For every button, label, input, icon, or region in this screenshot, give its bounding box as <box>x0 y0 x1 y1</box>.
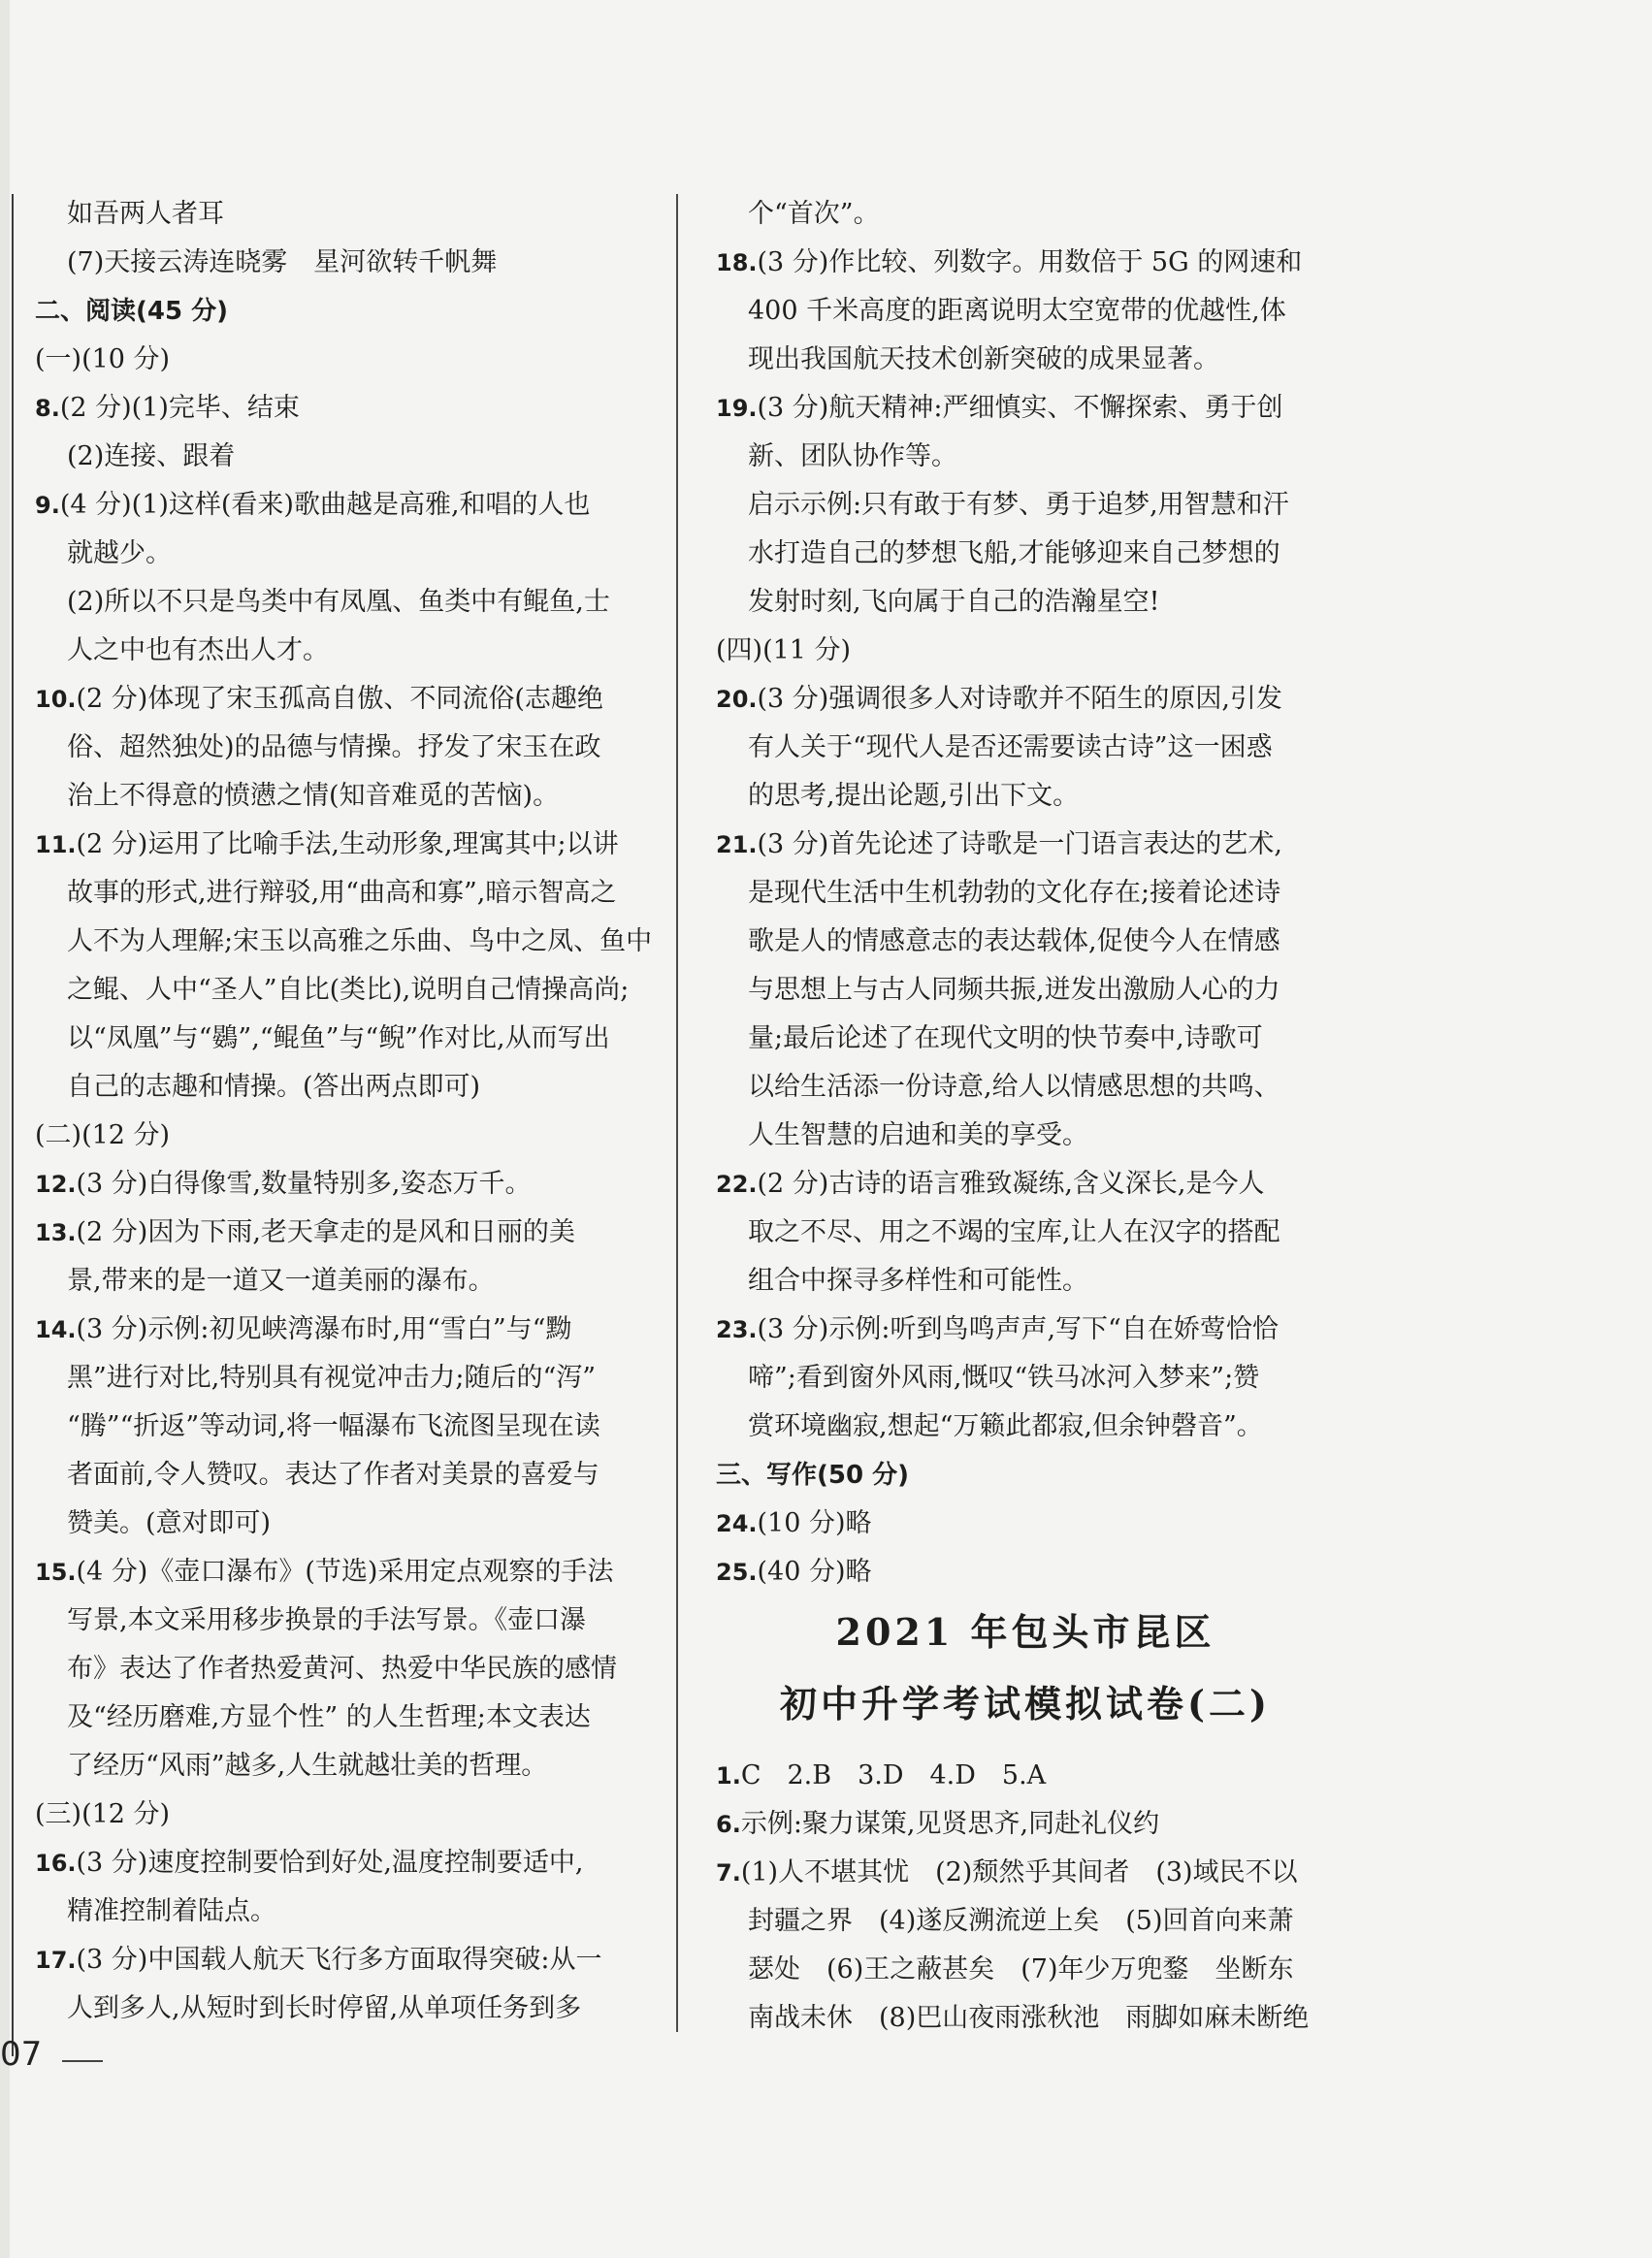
line-text: 治上不得意的愤懑之情(知音难觅的苦恼)。 <box>67 781 560 811</box>
line-text: 与思想上与古人同频共振,迸发出激励人心的力 <box>748 975 1280 1005</box>
right-column-answers <box>716 190 1335 1597</box>
question-number: 24. <box>716 1510 758 1537</box>
question-number: 10. <box>35 686 77 713</box>
answer-line <box>35 1887 656 1936</box>
page-number-dash <box>62 2060 103 2062</box>
answer-line <box>716 869 1335 918</box>
answer-line <box>716 1800 1335 1849</box>
line-text: (一)(10 分) <box>35 344 171 374</box>
line-text: (3 分)速度控制要恰到好处,温度控制要适中, <box>76 1848 584 1878</box>
section-heading <box>716 1451 1335 1500</box>
line-text: 人之中也有杰出人才。 <box>67 635 329 665</box>
line-text: (3 分)首先论述了诗歌是一门语言表达的艺术, <box>757 829 1282 859</box>
answer-line <box>716 772 1335 821</box>
answer-line <box>35 1645 656 1694</box>
section-title-line-1: 2021 年包头市昆区 <box>835 1610 1215 1654</box>
column-divider <box>676 194 678 2032</box>
answer-line <box>35 869 656 918</box>
line-text: 以给生活添一份诗意,给人以情感思想的共鸣、 <box>748 1072 1280 1102</box>
answer-line <box>716 627 1335 675</box>
page-edge <box>0 0 10 2258</box>
line-text: (10 分)略 <box>757 1508 872 1538</box>
answer-line <box>716 481 1335 530</box>
answer-line <box>35 966 656 1015</box>
right-column-answers-2 <box>716 1752 1335 2043</box>
answer-line <box>716 966 1335 1015</box>
line-text: 二、阅读(45 分) <box>35 297 228 326</box>
left-column <box>35 190 656 2033</box>
line-text: 400 千米高度的距离说明太空宽带的优越性,体 <box>748 296 1286 326</box>
answer-line <box>35 724 656 772</box>
answer-line <box>716 1548 1335 1597</box>
answer-line <box>35 384 656 433</box>
answer-line <box>35 1063 656 1112</box>
question-number: 22. <box>716 1171 758 1198</box>
line-text: 是现代生活中生机勃勃的文化存在;接着论述诗 <box>748 878 1281 908</box>
answer-line <box>716 1994 1335 2043</box>
answer-line <box>716 1306 1335 1354</box>
line-text: 写景,本文采用移步换景的手法写景。《壶口瀑 <box>67 1605 587 1635</box>
line-text: 取之不尽、用之不竭的宝库,让人在汉字的搭配 <box>748 1217 1280 1247</box>
line-text: 歌是人的情感意志的表达载体,促使今人在情感 <box>748 926 1280 956</box>
answer-line <box>35 239 656 287</box>
answer-line <box>35 1597 656 1645</box>
line-text: 组合中探寻多样性和可能性。 <box>748 1266 1088 1296</box>
line-text: 布》表达了作者热爱黄河、热爱中华民族的感情 <box>67 1654 617 1684</box>
question-number: 21. <box>716 831 758 858</box>
answer-line <box>35 190 656 239</box>
answer-line <box>35 1209 656 1257</box>
line-text: 三、写作(50 分) <box>716 1461 909 1490</box>
line-text: 赏环境幽寂,想起“万籁此都寂,但余钟磬音”。 <box>748 1411 1263 1441</box>
line-text: (3 分)强调很多人对诗歌并不陌生的原因,引发 <box>757 684 1282 714</box>
answer-line <box>35 821 656 869</box>
answer-line <box>35 1790 656 1839</box>
line-text: 水打造自己的梦想飞船,才能够迎来自己梦想的 <box>748 538 1280 568</box>
line-text: (2)连接、跟着 <box>67 441 236 471</box>
answer-line <box>35 1500 656 1548</box>
line-text: 新、团队协作等。 <box>748 441 957 471</box>
line-text: 黑”进行对比,特别具有视觉冲击力;随后的“泻” <box>67 1363 597 1393</box>
answer-line <box>716 239 1335 287</box>
answer-line <box>35 1015 656 1063</box>
section-title-line-2: 初中升学考试模拟试卷(二) <box>780 1682 1271 1726</box>
line-text: (2 分)体现了宋玉孤高自傲、不同流俗(志趣绝 <box>76 684 603 714</box>
line-text: (40 分)略 <box>757 1557 872 1587</box>
answer-line <box>35 918 656 966</box>
answer-line <box>35 675 656 724</box>
line-text: (3 分)示例:初见峡湾瀑布时,用“雪白”与“黝 <box>76 1314 572 1344</box>
line-text: C 2.B 3.D 4.D 5.A <box>740 1760 1047 1790</box>
answer-line <box>35 530 656 578</box>
line-text: 南战未休 (8)巴山夜雨涨秋池 雨脚如麻未断绝 <box>748 2003 1310 2033</box>
answer-line <box>716 1354 1335 1403</box>
answer-line <box>716 1015 1335 1063</box>
page-number: 07 <box>0 2035 43 2074</box>
line-text: (3 分)白得像雪,数量特别多,姿态万千。 <box>76 1169 532 1199</box>
line-text: 故事的形式,进行辩驳,用“曲高和寡”,暗示智高之 <box>67 878 617 908</box>
question-number: 8. <box>35 395 60 422</box>
answer-line <box>716 384 1335 433</box>
answer-line <box>716 1063 1335 1112</box>
line-text: 景,带来的是一道又一道美丽的瀑布。 <box>67 1266 495 1296</box>
answer-line <box>716 1112 1335 1160</box>
question-number: 16. <box>35 1850 77 1877</box>
answer-line <box>716 1897 1335 1946</box>
line-text: 如吾两人者耳 <box>67 199 224 229</box>
answer-line <box>35 1160 656 1209</box>
answer-line <box>35 1257 656 1306</box>
line-text: 现出我国航天技术创新突破的成果显著。 <box>748 344 1219 374</box>
line-text: 示例:聚力谋策,见贤思齐,同赴礼仪约 <box>740 1809 1160 1839</box>
line-text: (3 分)中国载人航天飞行多方面取得突破:从一 <box>76 1945 602 1975</box>
line-text: 及“经历磨难,方显个性” 的人生哲理;本文表达 <box>67 1702 591 1732</box>
line-text: 俗、超然独处)的品德与情操。抒发了宋玉在政 <box>67 732 601 762</box>
answer-line <box>35 578 656 627</box>
line-text: (1)人不堪其忧 (2)颓然乎其间者 (3)域民不以 <box>740 1857 1298 1887</box>
line-text: (7)天接云涛连晓雾 星河欲转千帆舞 <box>67 247 498 277</box>
line-text: 自己的志趣和情操。(答出两点即可) <box>67 1072 481 1102</box>
answer-line <box>35 336 656 384</box>
question-number: 15. <box>35 1559 77 1586</box>
question-number: 25. <box>716 1559 758 1586</box>
line-text: 就越少。 <box>67 538 172 568</box>
answer-line <box>35 1742 656 1790</box>
answer-line <box>35 627 656 675</box>
question-number: 11. <box>35 831 77 858</box>
answer-line <box>716 530 1335 578</box>
answer-line <box>35 1306 656 1354</box>
line-text: (三)(12 分) <box>35 1799 171 1829</box>
answer-line <box>716 1849 1335 1897</box>
line-text: 发射时刻,飞向属于自己的浩瀚星空! <box>748 587 1160 617</box>
line-text: (2 分)古诗的语言雅致凝练,含义深长,是今人 <box>757 1169 1265 1199</box>
line-text: “腾”“折返”等动词,将一幅瀑布飞流图呈现在读 <box>67 1411 600 1441</box>
line-text: 啼”;看到窗外风雨,慨叹“铁马冰河入梦来”;赞 <box>748 1363 1260 1393</box>
line-text: (2 分)因为下雨,老天拿走的是风和日丽的美 <box>76 1217 575 1247</box>
section-heading <box>35 287 656 336</box>
answer-line <box>716 190 1335 239</box>
line-text: 人到多人,从短时到长时停留,从单项任务到多 <box>67 1993 582 2023</box>
answer-line <box>716 675 1335 724</box>
question-number: 20. <box>716 686 758 713</box>
line-text: 精准控制着陆点。 <box>67 1896 276 1926</box>
line-text: 个“首次”。 <box>748 199 880 229</box>
answer-line <box>35 1112 656 1160</box>
answer-line <box>716 1209 1335 1257</box>
answer-line <box>716 1500 1335 1548</box>
answer-line <box>716 821 1335 869</box>
answer-line <box>35 1694 656 1742</box>
line-text: 了经历“风雨”越多,人生就越壮美的哲理。 <box>67 1751 548 1781</box>
answer-line <box>716 336 1335 384</box>
line-text: 瑟处 (6)王之蔽甚矣 (7)年少万兜鍪 坐断东 <box>748 1954 1294 1984</box>
answer-line <box>35 1984 656 2033</box>
answer-line <box>35 1354 656 1403</box>
line-text: (3 分)作比较、列数字。用数倍于 5G 的网速和 <box>757 247 1303 277</box>
answer-line <box>716 287 1335 336</box>
answer-line <box>716 578 1335 627</box>
answer-line <box>716 1403 1335 1451</box>
answer-line <box>35 1403 656 1451</box>
line-text: (四)(11 分) <box>716 635 852 665</box>
question-number: 12. <box>35 1171 77 1198</box>
line-text: (2)所以不只是鸟类中有凤凰、鱼类中有鲲鱼,士 <box>67 587 610 617</box>
line-text: (4 分)(1)这样(看来)歌曲越是高雅,和唱的人也 <box>59 490 591 520</box>
right-column <box>716 190 1335 2043</box>
answer-line <box>716 1752 1335 1800</box>
line-text: (二)(12 分) <box>35 1120 171 1150</box>
answer-line <box>716 1160 1335 1209</box>
answer-line <box>35 481 656 530</box>
answer-line <box>35 1451 656 1500</box>
line-text: 有人关于“现代人是否还需要读古诗”这一困惑 <box>748 732 1273 762</box>
line-text: (3 分)示例:听到鸟鸣声声,写下“自在娇莺恰恰 <box>757 1314 1279 1344</box>
line-text: 之鲲、人中“圣人”自比(类比),说明自己情操高尚; <box>67 975 630 1005</box>
line-text: 量;最后论述了在现代文明的快节奏中,诗歌可 <box>748 1023 1263 1053</box>
line-text: 封疆之界 (4)遂反溯流逆上矣 (5)回首向来萧 <box>748 1906 1294 1936</box>
answer-line <box>716 724 1335 772</box>
line-text: 赞美。(意对即可) <box>67 1508 272 1538</box>
answer-line <box>35 433 656 481</box>
line-text: 者面前,令人赞叹。表达了作者对美景的喜爱与 <box>67 1460 599 1490</box>
question-number: 6. <box>716 1811 741 1838</box>
answer-line <box>716 1257 1335 1306</box>
answer-line <box>716 1946 1335 1994</box>
answer-line <box>716 918 1335 966</box>
line-text: (4 分)《壶口瀑布》(节选)采用定点观察的手法 <box>76 1557 614 1587</box>
question-number: 1. <box>716 1762 741 1790</box>
question-number: 19. <box>716 395 758 422</box>
line-text: 以“凤凰”与“鷃”,“鲲鱼”与“鲵”作对比,从而写出 <box>67 1023 610 1053</box>
line-text: 的思考,提出论题,引出下文。 <box>748 781 1080 811</box>
answer-line <box>35 772 656 821</box>
line-text: 人不为人理解;宋玉以高雅之乐曲、鸟中之凤、鱼中 <box>67 926 653 956</box>
question-number: 17. <box>35 1947 77 1974</box>
left-margin-rule <box>12 194 14 2056</box>
question-number: 7. <box>716 1859 741 1887</box>
line-text: 人生智慧的启迪和美的享受。 <box>748 1120 1088 1150</box>
answer-line <box>716 433 1335 481</box>
answer-line <box>35 1936 656 1984</box>
question-number: 9. <box>35 492 60 519</box>
question-number: 18. <box>716 249 758 276</box>
line-text: (2 分)(1)完毕、结束 <box>59 393 300 423</box>
question-number: 13. <box>35 1219 77 1246</box>
line-text: (2 分)运用了比喻手法,生动形象,理寓其中;以讲 <box>76 829 619 859</box>
line-text: (3 分)航天精神:严细慎实、不懈探索、勇于创 <box>757 393 1283 423</box>
answer-line <box>35 1548 656 1597</box>
question-number: 14. <box>35 1316 77 1343</box>
line-text: 启示示例:只有敢于有梦、勇于追梦,用智慧和汗 <box>748 490 1289 520</box>
answer-line <box>35 1839 656 1887</box>
question-number: 23. <box>716 1316 758 1343</box>
